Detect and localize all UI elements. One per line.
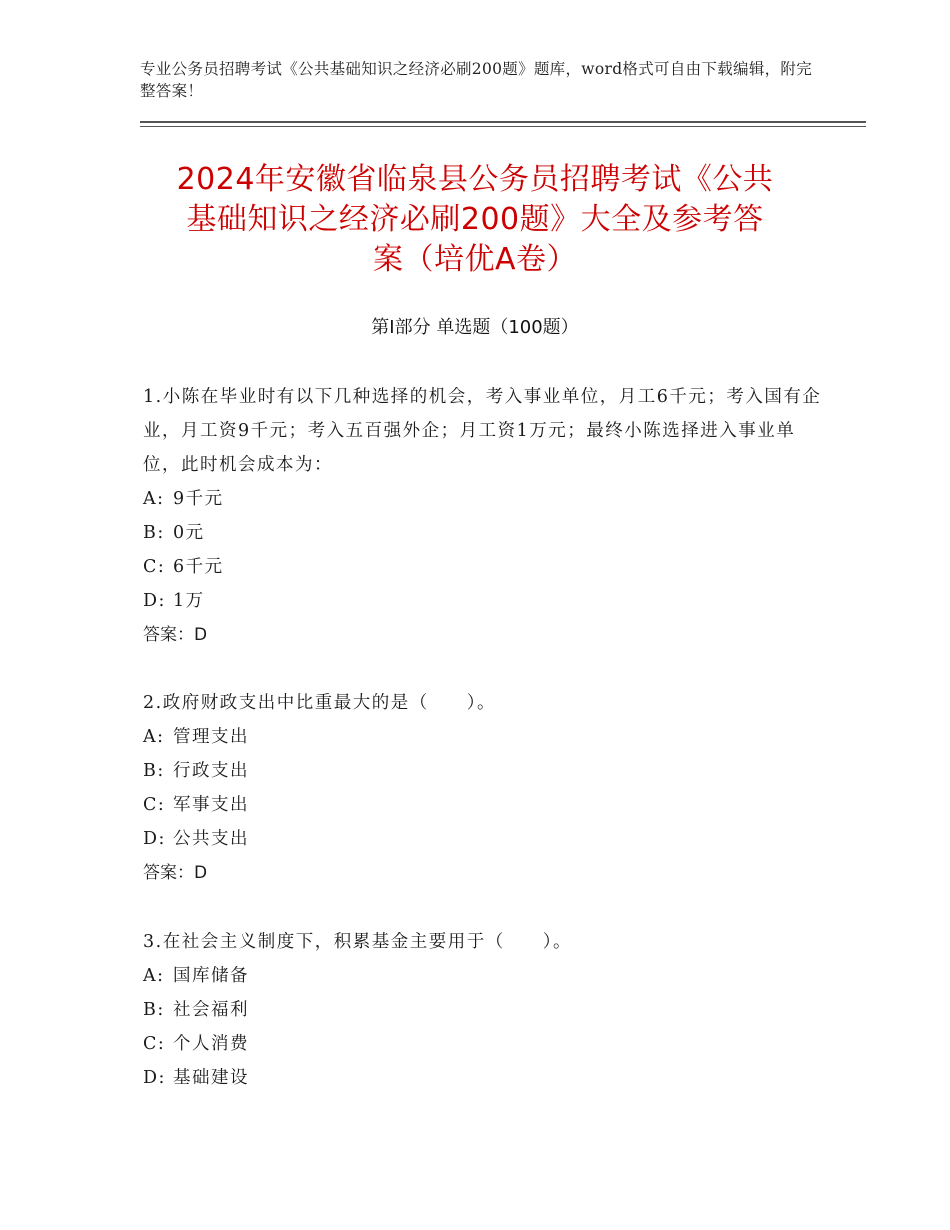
option-text: 行政支出 [173,761,249,781]
option-d [143,1061,823,1095]
option-text: 国库储备 [173,966,249,986]
answer-line: 答案：D [143,625,208,645]
option-b [143,516,823,550]
option-text: 0元 [173,523,205,543]
option-c [143,788,823,822]
option-a [143,482,823,516]
option-b [143,754,823,788]
header-note: 专业公务员招聘考试《公共基础知识之经济必刷200题》题库，word格式可自由下载编辑，附完整答案！ [140,60,813,100]
option-text: 1万 [173,591,205,611]
title-line-3: 案（培优A卷） [372,242,578,277]
option-letter: B: [143,523,165,543]
option-text: 基础建设 [173,1068,249,1088]
header-rule-thick [140,121,866,123]
question-stem: 1.小陈在毕业时有以下几种选择的机会，考入事业单位，月工6千元；考入国有企业，月工资9千元；考入五百强外企；月工资1万元；最终小陈选择进入事业单位，此时机会成本为： [143,387,822,475]
option-letter: D: [143,1068,166,1088]
question-stem: 2.政府财政支出中比重最大的是（ ）。 [143,693,496,713]
option-c [143,550,823,584]
option-text: 管理支出 [173,727,249,747]
option-a [143,959,823,993]
option-text: 6千元 [173,557,224,577]
option-letter: C: [143,795,166,815]
option-letter: A: [143,966,165,986]
option-d [143,584,823,618]
option-text: 公共支出 [173,829,249,849]
option-b [143,993,823,1027]
option-a [143,720,823,754]
title-line-2: 基础知识之经济必刷200题》大全及参考答 [186,202,764,237]
option-text: 个人消费 [173,1034,249,1054]
option-d [143,822,823,856]
option-text: 社会福利 [173,1000,249,1020]
question-2 [143,686,823,890]
option-letter: A: [143,489,165,509]
answer-line: 答案：D [143,863,208,883]
option-letter: B: [143,761,165,781]
option-letter: C: [143,557,166,577]
option-c [143,1027,823,1061]
question-3 [143,925,823,1095]
question-1 [143,380,823,652]
option-text: 军事支出 [173,795,249,815]
question-stem: 3.在社会主义制度下，积累基金主要用于（ ）。 [143,932,572,952]
option-letter: D: [143,591,166,611]
section-heading: 第Ⅰ部分 单选题（100题） [371,317,579,338]
option-letter: C: [143,1034,166,1054]
document-title [120,160,830,280]
title-line-1: 2024年安徽省临泉县公务员招聘考试《公共 [176,162,774,197]
option-letter: B: [143,1000,165,1020]
option-letter: A: [143,727,165,747]
option-letter: D: [143,829,166,849]
option-text: 9千元 [173,489,224,509]
header-rule-thin [140,126,866,127]
